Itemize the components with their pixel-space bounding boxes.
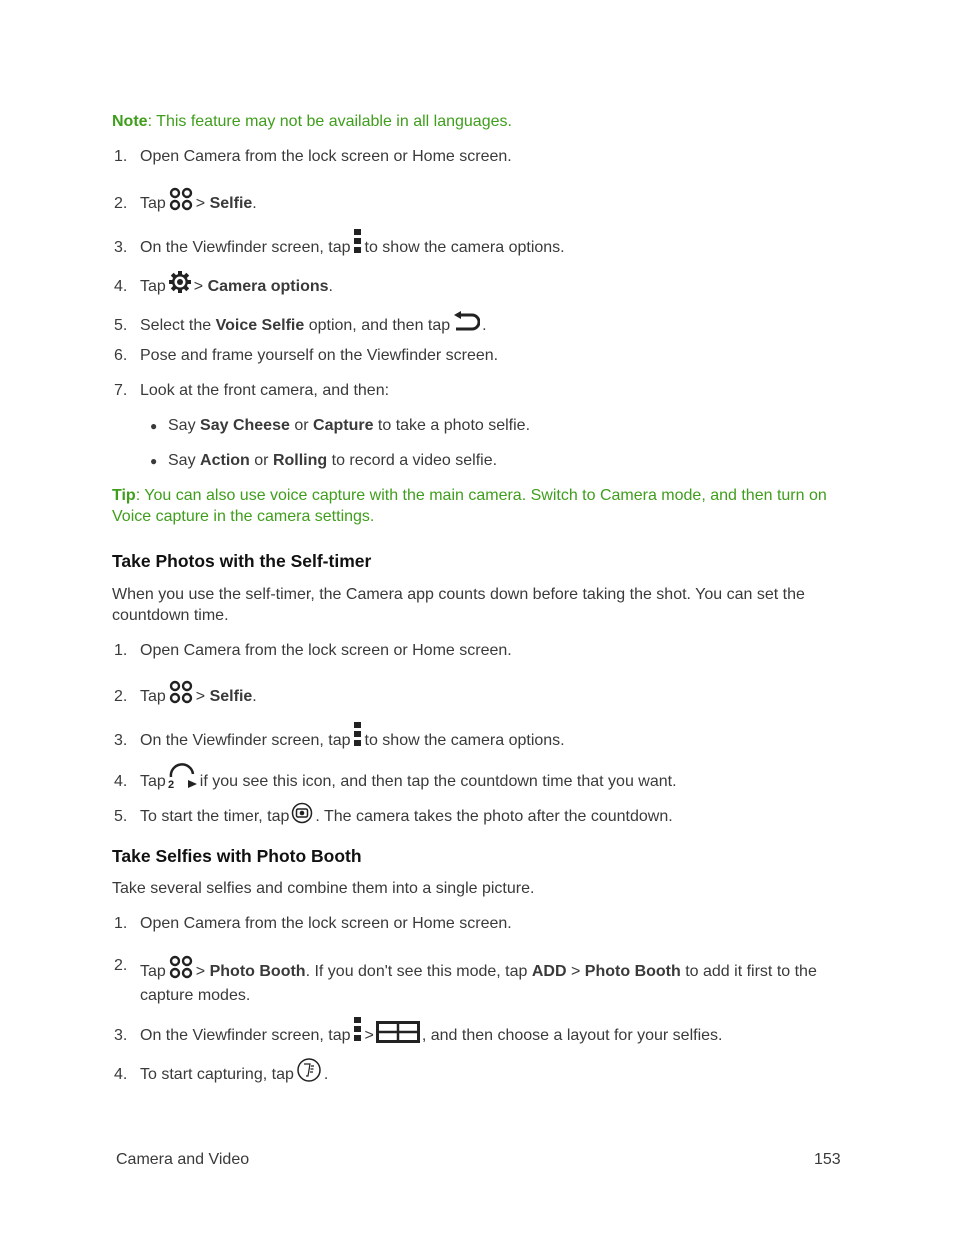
list-text: On the Viewfinder screen, tap (140, 732, 351, 749)
list-text: > (364, 1027, 374, 1044)
list-bold: Selfie (209, 195, 253, 212)
list-number: 2. (114, 688, 128, 705)
svg-text:2: 2 (167, 779, 174, 789)
list-item (114, 146, 844, 167)
list-text: > (195, 195, 206, 212)
list-text: . (252, 688, 257, 705)
list-item (114, 1017, 844, 1049)
bullet-item (150, 450, 497, 472)
list-item (114, 270, 844, 300)
tip-label: Tip (112, 487, 136, 504)
layout-grid-icon (376, 1021, 420, 1049)
list-item (114, 680, 844, 710)
list-text: Tap (140, 688, 166, 705)
list-item (114, 640, 844, 661)
list-number: 6. (114, 347, 128, 364)
list-text: Tap (140, 195, 166, 212)
modes-icon (168, 955, 194, 985)
list-text: to show the camera options. (364, 239, 565, 256)
section-heading: Take Photos with the Self-timer (112, 551, 372, 571)
section-heading: Take Selfies with Photo Booth (112, 846, 362, 866)
list-item (114, 345, 844, 366)
list-number: 5. (114, 808, 128, 825)
list-text: Look at the front camera, and then: (140, 382, 390, 399)
list-text: Tap (140, 773, 166, 790)
list-number: 4. (114, 1066, 128, 1083)
list-number: 1. (114, 915, 128, 932)
list-item (114, 802, 844, 830)
list-text: > (571, 963, 581, 980)
tip-text: : You can also use voice capture with the main camera. Switch to Camera mode, and then turn on Voice capture in the camera settings. (112, 487, 827, 525)
list-bold: Voice Selfie (215, 317, 305, 334)
list-bold: Photo Booth (584, 963, 681, 980)
list-text: . The camera takes the photo after the countdown. (315, 808, 673, 825)
list-text: . (323, 1066, 329, 1083)
modes-icon (168, 680, 194, 710)
list-number: 5. (114, 317, 128, 334)
section-intro: When you use the self-timer, the Camera app counts down before taking the shot. You can set the countdown time. (112, 586, 805, 624)
tip (112, 485, 837, 527)
list-number: 3. (114, 239, 128, 256)
list-text: > (195, 688, 206, 705)
list-text: > (195, 963, 206, 980)
list-item (114, 187, 844, 217)
list-text: Open Camera from the lock screen or Home screen. (140, 148, 512, 165)
gear-icon (168, 270, 192, 300)
list-bold: Selfie (209, 688, 253, 705)
list-text: On the Viewfinder screen, tap (140, 239, 351, 256)
list-item (114, 913, 844, 934)
list-text: . (328, 278, 333, 295)
list-text: to show the camera options. (364, 732, 565, 749)
bullet-bold: Action (200, 452, 250, 469)
list-text: > (193, 278, 204, 295)
bullet-text: to take a photo selfie. (377, 417, 531, 434)
more-options-icon (353, 229, 363, 261)
list-item (114, 763, 844, 795)
bullet-bold: Rolling (272, 452, 328, 469)
back-icon (452, 311, 480, 339)
list-text: , and then choose a layout for your selfies. (421, 1027, 723, 1044)
list-number: 1. (114, 148, 128, 165)
bullet-dot-icon: ● (150, 419, 158, 433)
list-text: Pose and frame yourself on the Viewfinder screen. (140, 347, 499, 364)
shutter-icon (291, 802, 313, 830)
list-text: Open Camera from the lock screen or Home screen. (140, 642, 512, 659)
list-bold: Photo Booth (209, 963, 306, 980)
note-text: : This feature may not be available in all languages. (147, 113, 512, 130)
list-number: 4. (114, 278, 128, 295)
footer-section-title: Camera and Video (116, 1151, 250, 1168)
bullet-bold: Capture (313, 417, 374, 434)
list-text: . (252, 195, 257, 212)
list-number: 3. (114, 1027, 128, 1044)
self-timer-icon (168, 763, 198, 795)
bullet-bold: Say Cheese (200, 417, 290, 434)
list-text: On the Viewfinder screen, tap (140, 1027, 351, 1044)
list-item (114, 311, 844, 339)
list-number: 2. (114, 957, 128, 974)
list-item (114, 380, 844, 401)
list-text: To start capturing, tap (140, 1066, 294, 1083)
section-intro: Take several selfies and combine them into a single picture. (112, 880, 535, 897)
bullet-text: or (294, 417, 309, 434)
list-bold: ADD (531, 963, 567, 980)
bullet-text: Say (168, 417, 196, 434)
list-text: Tap (140, 278, 166, 295)
list-number: 3. (114, 732, 128, 749)
bullet-dot-icon: ● (150, 454, 158, 468)
list-bold: Camera options (207, 278, 329, 295)
list-text: option, and then tap (308, 317, 451, 334)
list-text: Open Camera from the lock screen or Home screen. (140, 915, 512, 932)
list-text: . (482, 317, 487, 334)
list-text: if you see this icon, and then tap the countdown time that you want. (199, 773, 677, 790)
list-number: 2. (114, 195, 128, 212)
list-text: To start the timer, tap (140, 808, 290, 825)
more-options-icon (353, 1017, 363, 1049)
list-text: Tap (140, 963, 166, 980)
note-label: Note (112, 113, 148, 130)
list-text: to add it first to the capture modes. (140, 963, 817, 1004)
page-number: 153 (814, 1151, 841, 1168)
list-item (114, 955, 844, 1006)
note (112, 111, 842, 132)
bullet-item (150, 415, 530, 437)
modes-icon (168, 187, 194, 217)
list-item (114, 229, 844, 261)
bullet-text: or (254, 452, 269, 469)
list-number: 4. (114, 773, 128, 790)
list-number: 7. (114, 382, 128, 399)
more-options-icon (353, 722, 363, 754)
bullet-text: to record a video selfie. (331, 452, 498, 469)
list-text: Select the (140, 317, 212, 334)
list-number: 1. (114, 642, 128, 659)
list-text: . If you don't see this mode, tap (305, 963, 528, 980)
photo-booth-shutter-icon (296, 1058, 322, 1088)
list-item (114, 722, 844, 754)
bullet-text: Say (168, 452, 196, 469)
list-item (114, 1058, 844, 1088)
